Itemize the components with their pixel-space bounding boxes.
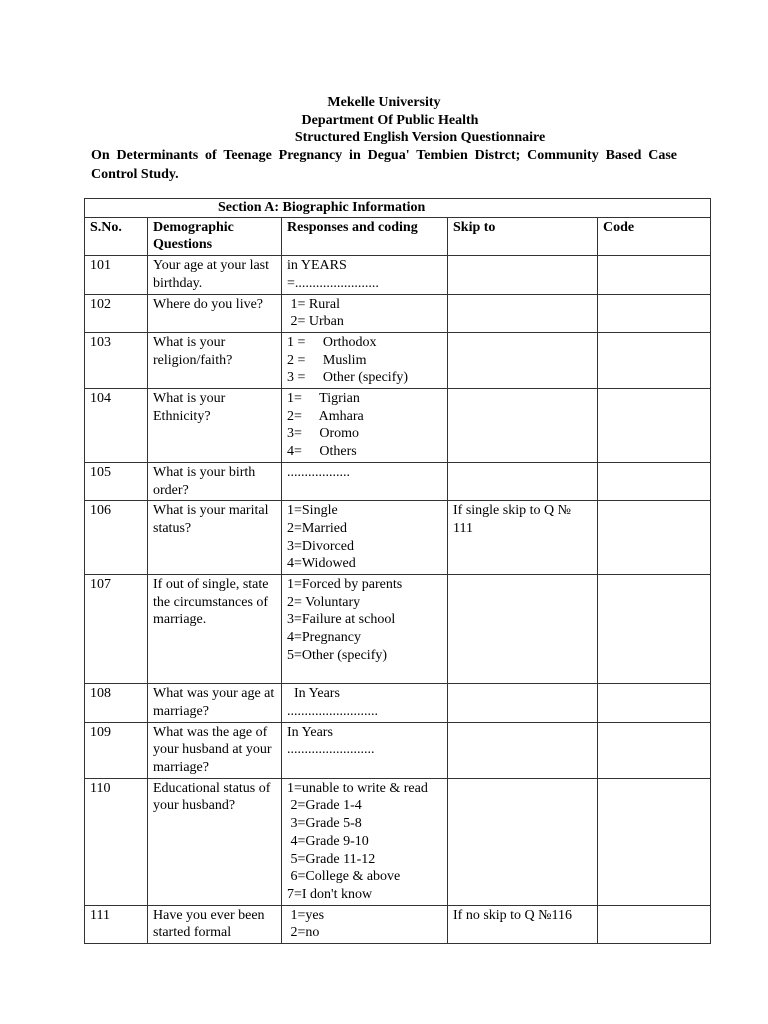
response-option: 4=Pregnancy	[287, 630, 361, 646]
response-option: 3=Divorced	[287, 538, 354, 554]
response-option: in YEARS	[287, 258, 347, 274]
code-cell	[598, 256, 711, 294]
question-number: 105	[85, 462, 148, 500]
code-cell	[598, 389, 711, 463]
response-option: 3=Failure at school	[287, 612, 396, 628]
table-row	[85, 722, 711, 778]
skip-instruction	[448, 294, 598, 332]
code-cell	[598, 905, 711, 943]
response-option: 2=no	[287, 925, 320, 941]
code-cell	[598, 501, 711, 575]
response-options	[282, 256, 448, 294]
table-row	[85, 462, 711, 500]
skip-instruction	[448, 256, 598, 294]
code-cell	[598, 684, 711, 722]
response-options	[282, 501, 448, 575]
response-option: 5=Grade 11-12	[287, 851, 376, 867]
response-option: 4= Others	[287, 444, 357, 460]
question-number: 109	[85, 722, 148, 778]
table-row	[85, 905, 711, 943]
response-option: ..................	[287, 464, 350, 480]
response-options	[282, 389, 448, 463]
question-text: Your age at your last birthday.	[148, 256, 282, 294]
question-number: 102	[85, 294, 148, 332]
question-text: Have you ever been started formal	[148, 905, 282, 943]
table-row	[85, 332, 711, 388]
response-option: 1 = Orthodox	[287, 334, 377, 350]
question-number: 101	[85, 256, 148, 294]
response-options	[282, 778, 448, 905]
response-option: 2= Urban	[287, 314, 344, 330]
section-title: Section A: Biographic Information	[85, 199, 711, 218]
code-cell	[598, 722, 711, 778]
response-options	[282, 905, 448, 943]
response-option: In Years	[287, 724, 333, 740]
study-title: On Determinants of Teenage Pregnancy in Degua' Tembien Distrct; Community Based Case Control Study.	[91, 148, 677, 182]
response-option: 4=Widowed	[287, 556, 356, 572]
question-number: 104	[85, 389, 148, 463]
questionnaire-table	[84, 198, 711, 944]
question-number: 110	[85, 778, 148, 905]
table-row	[85, 778, 711, 905]
skip-instruction	[448, 778, 598, 905]
question-number: 106	[85, 501, 148, 575]
response-option: 1=Forced by parents	[287, 577, 403, 593]
question-number: 108	[85, 684, 148, 722]
question-number: 111	[85, 905, 148, 943]
table-row	[85, 294, 711, 332]
response-option: 3=Grade 5-8	[287, 816, 362, 832]
question-number: 107	[85, 575, 148, 684]
skip-instruction	[448, 722, 598, 778]
response-options	[282, 722, 448, 778]
response-options	[282, 294, 448, 332]
column-header-question: Demographic Questions	[148, 217, 282, 255]
code-cell	[598, 294, 711, 332]
table-row	[85, 575, 711, 684]
response-option: =........................	[287, 275, 379, 291]
response-option: 1= Rural	[287, 296, 340, 312]
column-header-sno: S.No.	[85, 217, 148, 255]
column-header-code: Code	[598, 217, 711, 255]
column-header-row	[85, 217, 711, 255]
question-text: What was the age of your husband at your marriage?	[148, 722, 282, 778]
response-option: 3 = Other (specify)	[287, 370, 409, 386]
response-option: 2= Amhara	[287, 408, 364, 424]
code-cell	[598, 575, 711, 684]
skip-instruction	[448, 684, 598, 722]
column-header-responses: Responses and coding	[282, 217, 448, 255]
response-option: 1= Tigrian	[287, 391, 360, 407]
response-option: 1=yes	[287, 907, 325, 923]
response-options	[282, 332, 448, 388]
response-option: In Years	[287, 686, 340, 702]
response-option: 4=Grade 9-10	[287, 833, 369, 849]
response-option: 3= Oromo	[287, 426, 360, 442]
skip-instruction	[448, 389, 598, 463]
table-row	[85, 501, 711, 575]
question-text: What is your Ethnicity?	[148, 389, 282, 463]
column-header-skip: Skip to	[448, 217, 598, 255]
question-text: What is your religion/faith?	[148, 332, 282, 388]
question-text: If out of single, state the circumstances of marriage.	[148, 575, 282, 684]
response-option: 2=Grade 1-4	[287, 798, 362, 814]
response-option	[287, 665, 443, 683]
response-option: 1=unable to write & read	[287, 780, 428, 796]
university-name: Mekelle University	[327, 95, 441, 110]
response-options	[282, 684, 448, 722]
skip-instruction	[448, 462, 598, 500]
question-number: 103	[85, 332, 148, 388]
code-cell	[598, 332, 711, 388]
response-option: 5=Other (specify)	[287, 647, 388, 663]
code-cell	[598, 778, 711, 905]
questionnaire-title: Structured English Version Questionnaire	[294, 130, 546, 145]
skip-instruction: If single skip to Q № 111	[448, 501, 598, 575]
question-text: What is your birth order?	[148, 462, 282, 500]
skip-instruction	[448, 332, 598, 388]
section-header-row	[85, 199, 711, 218]
skip-instruction	[448, 575, 598, 684]
response-option: 2=Married	[287, 520, 347, 536]
table-row	[85, 256, 711, 294]
table-row	[85, 389, 711, 463]
response-option: 2 = Muslim	[287, 352, 367, 368]
response-option: .........................	[287, 742, 375, 758]
question-text: Educational status of your husband?	[148, 778, 282, 905]
response-option: 2= Voluntary	[287, 594, 361, 610]
code-cell	[598, 462, 711, 500]
skip-instruction: If no skip to Q №116	[448, 905, 598, 943]
response-options	[282, 462, 448, 500]
table-row	[85, 684, 711, 722]
response-option: ..........................	[287, 703, 378, 719]
response-options	[282, 575, 448, 684]
response-option: 7=I don't know	[287, 887, 373, 902]
response-option: 1=Single	[287, 503, 338, 519]
question-text: What was your age at marriage?	[148, 684, 282, 722]
question-text: Where do you live?	[148, 294, 282, 332]
question-text: What is your marital status?	[148, 501, 282, 575]
department-name: Department Of Public Health	[301, 113, 479, 128]
response-option: 6=College & above	[287, 869, 401, 885]
